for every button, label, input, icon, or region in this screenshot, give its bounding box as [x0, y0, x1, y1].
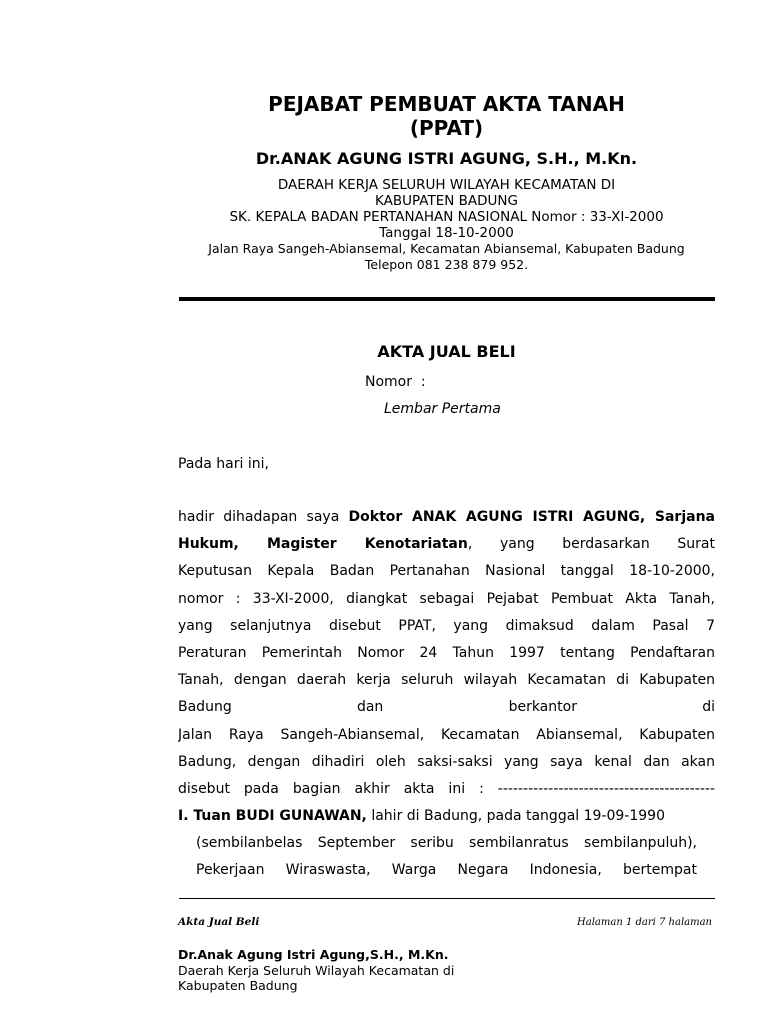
office-address: Jalan Raya Sangeh-Abiansemal, Kecamatan Abiansemal, Kabupaten Badung — [208, 241, 685, 256]
body-bold-text: Hukum, Magister Kenotariatan — [178, 536, 468, 553]
body-line: disebut pada bagian akhir akta ini : ------------------------------------------- — [178, 780, 715, 797]
body-line: Keputusan Kepala Badan Pertanahan Nasional tanggal 18-10-2000, — [178, 563, 715, 580]
office-title-line-1: PEJABAT PEMBUAT AKTA TANAH — [268, 92, 625, 116]
body-line: (sembilanbelas September seribu sembilanratus sembilanpuluh), — [196, 835, 697, 852]
body-line — [178, 504, 715, 531]
footer-page-number: Halaman 1 dari 7 halaman — [577, 917, 712, 928]
body-line: Tanah, dengan daerah kerja seluruh wilayah Kecamatan di Kabupaten — [178, 672, 715, 689]
body-text: hadir dihadapan saya — [178, 509, 349, 525]
sheet-label: Lembar Pertama — [384, 401, 501, 417]
office-details — [178, 177, 715, 273]
body-text: lahir di Badung, pada tanggal 19-09-1990 — [366, 808, 665, 825]
office-title — [178, 92, 715, 140]
body-bold-text: Doktor ANAK AGUNG ISTRI AGUNG, Sarjana — [348, 509, 715, 525]
work-area-line-1: DAERAH KERJA SELURUH WILAYAH KECAMATAN DI — [277, 177, 616, 193]
body-line — [178, 531, 715, 558]
footer-official — [178, 947, 454, 994]
body-text: , yang berdasarkan Surat — [467, 536, 715, 553]
office-phone: Telepon 081 238 879 952. — [364, 257, 529, 272]
official-name: Dr.ANAK AGUNG ISTRI AGUNG, S.H., M.Kn. — [255, 149, 638, 168]
footer-divider — [179, 898, 715, 899]
body-line: nomor : 33-XI-2000, diangkat sebagai Pejabat Pembuat Akta Tanah, — [178, 590, 715, 607]
body-line: Jalan Raya Sangeh-Abiansemal, Kecamatan Abiansemal, Kabupaten — [178, 726, 715, 743]
party-name: I. Tuan BUDI GUNAWAN, — [178, 808, 367, 825]
footer-area-line-2: Kabupaten Badung — [178, 978, 298, 993]
body-line: Badung, dengan dihadiri oleh saksi-saksi yang saya kenal dan akan — [178, 753, 715, 770]
deed-number-label: Nomor : — [365, 374, 426, 390]
sk-decree-line: SK. KEPALA BADAN PERTANAHAN NASIONAL Nomor : 33-XI-2000 — [229, 209, 664, 225]
footer-area-line-1: Daerah Kerja Seluruh Wilayah Kecamatan di — [178, 962, 455, 978]
header-divider — [179, 297, 715, 301]
office-title-line-2: (PPAT) — [409, 116, 484, 140]
body-line: Badung dan berkantor di — [178, 699, 715, 716]
opening-phrase: Pada hari ini, — [178, 456, 269, 472]
body-line: Peraturan Pemerintah Nomor 24 Tahun 1997 tentang Pendaftaran — [178, 644, 715, 661]
body-line: yang selanjutnya disebut PPAT, yang dimaksud dalam Pasal 7 — [178, 617, 715, 634]
footer-doc-title: Akta Jual Beli — [178, 916, 260, 928]
decree-date-line: Tanggal 18-10-2000 — [379, 225, 514, 241]
body-line: Pekerjaan Wiraswasta, Warga Negara Indonesia, bertempat — [196, 862, 697, 879]
footer-official-name: Dr.Anak Agung Istri Agung,S.H., M.Kn. — [178, 947, 449, 962]
deed-title: AKTA JUAL BELI — [377, 342, 516, 361]
party-line — [178, 803, 715, 830]
work-area-line-2: KABUPATEN BADUNG — [375, 193, 518, 209]
deed-body — [178, 504, 715, 885]
